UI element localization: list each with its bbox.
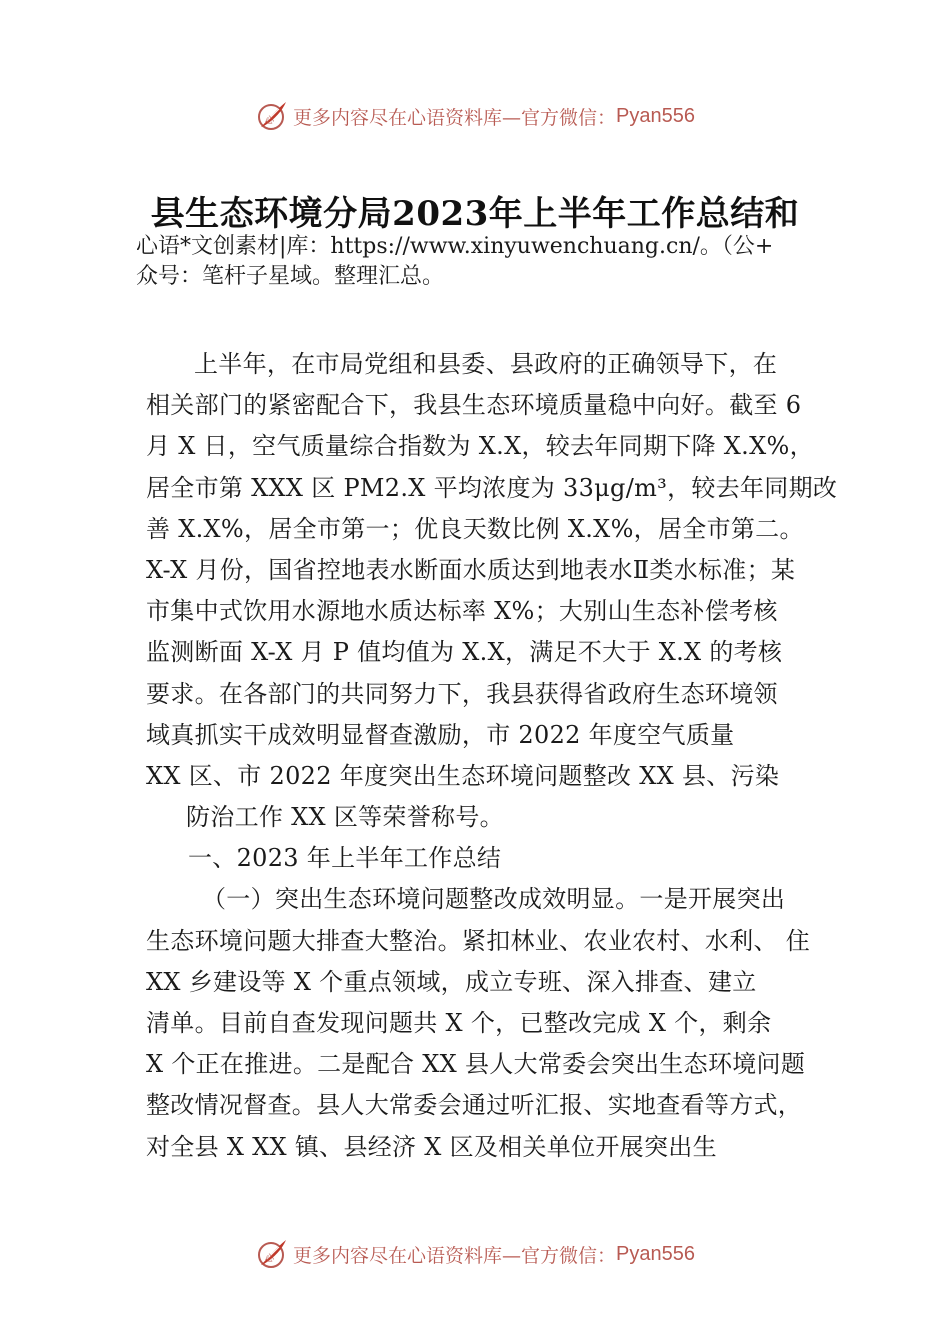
subsection-heading-line: （一）突出生态环境问题整改成效明显。一是开展突出 (202, 885, 786, 914)
paragraph-line: 整改情况督查。县人大常委会通过听汇报、实地查看等方式， (146, 1091, 803, 1120)
paragraph-line: 善 X.X%，居全市第一；优良天数比例 X.X%，居全市第二。 (146, 514, 804, 543)
section-heading: 一、2023 年上半年工作总结 (188, 844, 502, 873)
banner-wechat-id: Pyan556 (616, 1242, 695, 1265)
paragraph-line: 要求。在各部门的共同努力下，我县获得省政府生态环境领 (146, 679, 778, 708)
paragraph-line: X-X 月份，国省控地表水断面水质达到地表水Ⅱ类水标准；某 (146, 555, 796, 584)
paragraph-line: XX 乡建设等 X 个重点领域，成立专班、深入排查、建立 (146, 967, 757, 996)
paragraph-line: 市集中式饮用水源地水质达标率 X%；大别山生态补偿考核 (146, 597, 778, 626)
paragraph-line: 对全县 X XX 镇、县经济 X 区及相关单位开展突出生 (146, 1132, 717, 1161)
paragraph-line: 域真抓实干成效明显督查激励，市 2022 年度空气质量 (146, 720, 735, 749)
paragraph-line: 清单。目前自查发现问题共 X 个，已整改完成 X 个，剩余 (146, 1009, 772, 1037)
paragraph-line: X 个正在推进。二是配合 XX 县人大常委会突出生态环境问题 (146, 1050, 806, 1079)
paragraph-line: 生态环境问题大排查大整治。紧扣林业、农业农村、水利、 住 (146, 926, 811, 955)
paragraph-line: XX 区、市 2022 年度突出生态环境问题整改 XX 县、污染 (146, 761, 780, 790)
banner-wechat-id: Pyan556 (616, 104, 695, 127)
svg-text:心: 心 (265, 1254, 275, 1264)
source-line: 众号：笔杆子星域。整理汇总。 (136, 264, 445, 289)
document-title: 县生态环境分局2023年上半年工作总结和 (150, 194, 800, 234)
paragraph-line: 防治工作 XX 区等荣誉称号。 (186, 803, 504, 832)
source-line: 心语*文创素材|库：https://www.xinyuwenchuang.cn/。（公+ (136, 234, 774, 259)
banner-text: 更多内容尽在心语资料库—官方微信： (293, 1244, 617, 1267)
paragraph-line: 上半年，在市局党组和县委、县政府的正确领导下，在 (194, 350, 778, 378)
document-body (146, 344, 838, 1168)
paragraph-line: 相关部门的紧密配合下，我县生态环境质量稳中向好。截至 6 (146, 391, 802, 420)
paragraph-line: 监测断面 X-X 月 P 值均值为 X.X，满足不大于 X.X 的考核 (146, 638, 783, 667)
footer-watermark-banner (0, 1234, 950, 1274)
header-watermark-banner (0, 96, 950, 136)
paragraph-line: 居全市第 XXX 区 PM2.X 平均浓度为 33μg/m³，较去年同期改 (146, 473, 838, 502)
feather-seal-icon (255, 1237, 289, 1271)
source-note (136, 232, 836, 292)
feather-seal-icon (255, 99, 289, 133)
paragraph-line: 月 X 日，空气质量综合指数为 X.X，较去年同期下降 X.X%， (146, 432, 814, 461)
svg-text:心: 心 (265, 116, 275, 126)
banner-text: 更多内容尽在心语资料库—官方微信： (293, 106, 617, 129)
